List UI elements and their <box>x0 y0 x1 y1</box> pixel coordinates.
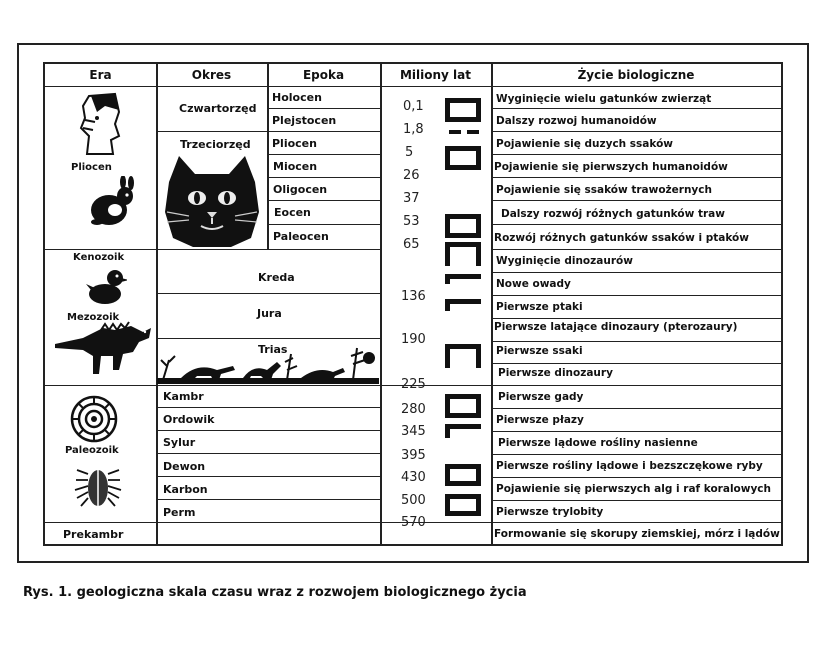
okres-trzeciorzed: Trzeciorzęd <box>180 138 251 151</box>
life-event: Formowanie się skorupy ziemskiej, mórz i lądów <box>494 528 780 540</box>
okres-divider-jura <box>156 293 380 294</box>
life-event: Pierwsze ssaki <box>496 345 583 357</box>
life-event: Pojawienie się ssaków trawożernych <box>496 184 712 196</box>
age-value: 53 <box>403 214 420 229</box>
life-event: Pierwsze dinozaury <box>498 367 613 379</box>
life-divider <box>491 177 781 178</box>
rabbit-icon <box>87 176 137 228</box>
triassic-dinosaurs-icon <box>157 340 379 384</box>
okres-czwartorzed: Czwartorzęd <box>179 102 257 115</box>
col-sep-miliony <box>491 64 493 544</box>
life-event: Pierwsze lądowe rośliny nasienne <box>498 437 698 449</box>
era-divider-kenozoik <box>45 249 156 250</box>
header-divider <box>45 86 781 87</box>
life-event: Pierwsze rośliny lądowe i bezszczękowe ryby <box>496 460 763 472</box>
age-value: 280 <box>401 402 426 417</box>
life-divider <box>491 341 781 342</box>
life-event: Pojawienie się pierwszych alg i raf koralowych <box>496 483 771 495</box>
header-era: Era <box>89 68 112 82</box>
col-sep-epoka <box>380 64 382 544</box>
period-perm: Perm <box>163 506 196 519</box>
life-divider <box>491 318 781 319</box>
age-value: 345 <box>401 424 426 439</box>
life-divider <box>491 408 781 409</box>
age-value: 430 <box>401 470 426 485</box>
epoka-paleocen: Paleocen <box>273 230 329 243</box>
trilobite-icon <box>73 462 123 512</box>
age-value: 37 <box>403 191 420 206</box>
age-value: 1,8 <box>403 122 424 137</box>
epoka-oligocen: Oligocen <box>273 183 328 196</box>
era-label-prekambr: Prekambr <box>63 528 124 541</box>
epoka-divider-2 <box>267 154 380 155</box>
age-value: 500 <box>401 493 426 508</box>
age-value: 570 <box>401 515 426 530</box>
header-zycie: Życie biologiczne <box>577 68 695 82</box>
life-event: Pojawienie się duzych ssaków <box>496 138 673 150</box>
life-event: Rozwój różnych gatunków ssaków i ptaków <box>494 232 749 244</box>
life-divider <box>491 295 781 296</box>
life-divider <box>491 131 781 132</box>
life-divider <box>491 200 781 201</box>
segment-display-decoration <box>441 94 485 524</box>
period-sylur: Sylur <box>163 436 196 449</box>
epoka-divider-4 <box>267 200 380 201</box>
epoka-divider-5 <box>267 224 380 225</box>
okres-divider-trias <box>156 338 380 339</box>
period-divider-5 <box>156 499 380 500</box>
duck-icon <box>85 266 127 306</box>
okres-trias: Trias <box>258 343 288 356</box>
epoka-miocen: Miocen <box>273 160 318 173</box>
life-divider <box>491 224 781 225</box>
okres-divider-czwartorzed <box>156 131 380 132</box>
period-divider-4 <box>156 476 380 477</box>
life-event: Dalszy rozwoj humanoidów <box>496 115 657 127</box>
age-value: 26 <box>403 168 420 183</box>
dinosaur-icon <box>53 320 153 378</box>
epoka-divider-3 <box>267 177 380 178</box>
life-event: Dalszy rozwój różnych gatunków traw <box>501 208 725 220</box>
age-value: 0,1 <box>403 99 424 114</box>
cat-icon <box>161 152 263 247</box>
age-value: 5 <box>405 145 414 160</box>
epoka-plejstocen: Plejstocen <box>272 114 337 127</box>
epoka-eocen: Eocen <box>274 206 311 219</box>
ammonite-icon <box>69 394 119 444</box>
life-event: Pierwsze ptaki <box>496 301 583 313</box>
period-karbon: Karbon <box>163 483 208 496</box>
epoka-holocen: Holocen <box>272 91 322 104</box>
period-divider-3 <box>156 453 380 454</box>
life-divider <box>491 108 781 109</box>
period-kambr: Kambr <box>163 390 204 403</box>
okres-jura: Jura <box>257 307 282 320</box>
period-ordowik: Ordowik <box>163 413 215 426</box>
life-divider <box>491 363 781 364</box>
life-divider <box>491 154 781 155</box>
period-dewon: Dewon <box>163 460 206 473</box>
life-divider <box>491 272 781 273</box>
figure-caption: Rys. 1. geologiczna skala czasu wraz z rozwojem biologicznego życia <box>23 585 527 600</box>
age-value: 190 <box>401 332 426 347</box>
life-event: Pojawienie się pierwszych humanoidów <box>494 161 728 173</box>
life-event: Wyginięcie dinozaurów <box>496 255 633 267</box>
period-divider-1 <box>156 407 380 408</box>
age-value: 225 <box>401 377 426 392</box>
era-label-paleozoik: Paleozoik <box>65 445 119 456</box>
life-event: Wyginięcie wielu gatunków zwierząt <box>496 93 712 105</box>
life-divider <box>491 385 781 386</box>
era-label-mezozoik: Mezozoik <box>67 312 120 323</box>
header-okres: Okres <box>191 68 232 82</box>
epoka-pliocen: Pliocen <box>272 137 317 150</box>
age-value: 136 <box>401 289 426 304</box>
age-value: 395 <box>401 448 426 463</box>
epoka-divider-1 <box>267 108 380 109</box>
life-divider <box>491 477 781 478</box>
life-event: Pierwsze trylobity <box>496 506 604 518</box>
life-divider <box>491 431 781 432</box>
okres-divider-kreda <box>156 249 380 250</box>
col-sep-era <box>156 64 158 544</box>
okres-kreda: Kreda <box>258 271 295 284</box>
life-divider <box>491 454 781 455</box>
period-divider-2 <box>156 430 380 431</box>
header-epoka: Epoka <box>302 68 345 82</box>
life-event: Pierwsze latające dinozaury (pterozaury) <box>494 321 738 333</box>
life-event: Pierwsze płazy <box>496 414 584 426</box>
geologic-time-table <box>43 62 783 546</box>
era-label-pliocen: Pliocen <box>71 162 112 173</box>
life-event: Nowe owady <box>496 278 571 290</box>
life-divider <box>491 249 781 250</box>
age-value: 65 <box>403 237 420 252</box>
human-head-icon <box>75 92 123 158</box>
life-event: Pierwsze gady <box>498 391 584 403</box>
header-miliony-lat: Miliony lat <box>399 68 471 82</box>
era-label-kenozoik: Kenozoik <box>73 252 125 263</box>
life-divider <box>491 500 781 501</box>
